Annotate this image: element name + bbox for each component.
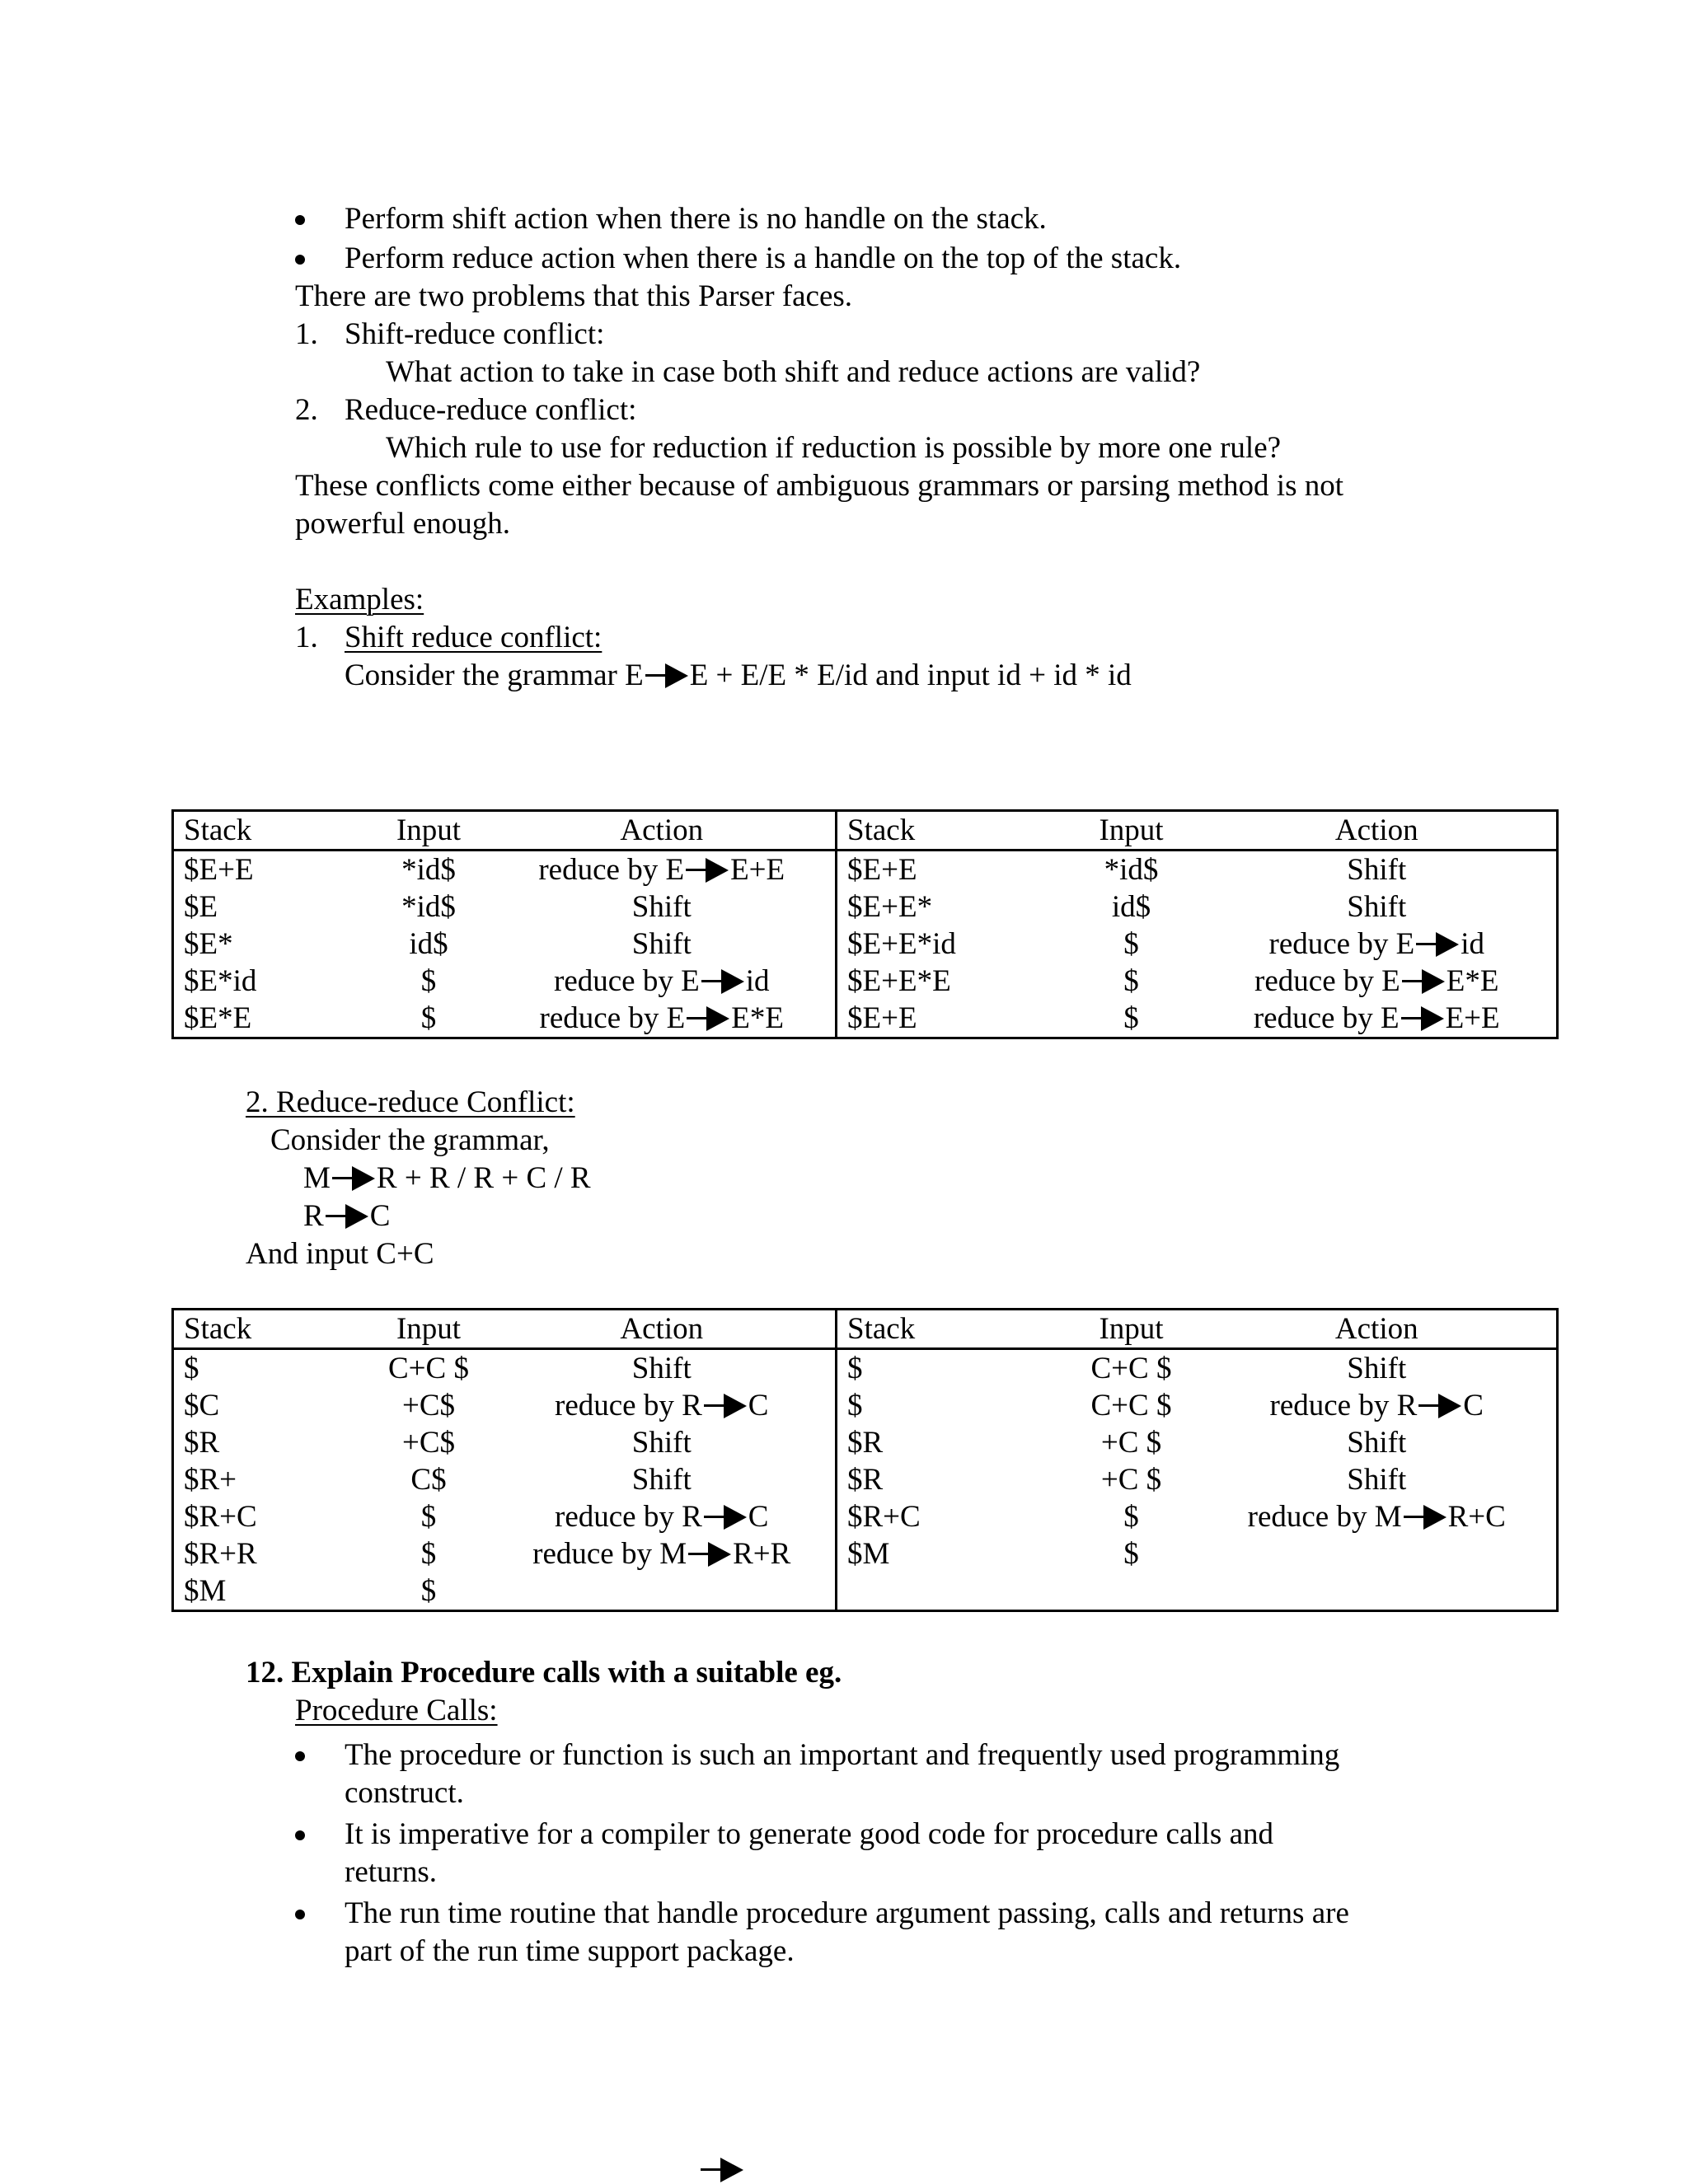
action-cell xyxy=(1198,1572,1558,1611)
problem-title: Reduce-reduce conflict: xyxy=(345,393,637,427)
column-header: Input xyxy=(1099,1312,1164,1346)
action-text: reduce by R xyxy=(555,1389,702,1422)
stack-cell: $ xyxy=(847,1352,863,1385)
grammar-line xyxy=(345,657,1132,695)
table-row xyxy=(173,1572,1558,1611)
action-production: R+C xyxy=(1447,1500,1506,1534)
action-text: Shift xyxy=(631,927,692,961)
input-cell: $ xyxy=(1123,1500,1139,1534)
table-row xyxy=(173,1387,1558,1424)
stack-cell: $R+ xyxy=(184,1463,237,1497)
stack-cell: $E+E xyxy=(847,853,917,887)
input-cell: C+C $ xyxy=(388,1352,469,1385)
section-heading: 12. Explain Procedure calls with a suitable eg. xyxy=(246,1656,842,1690)
action-cell xyxy=(489,1424,837,1461)
rule-lhs: M xyxy=(303,1161,331,1195)
bullet-text: The run time routine that handle procedure argument passing, calls and returns are xyxy=(345,1896,1349,1930)
action-production: C xyxy=(1463,1389,1484,1422)
action-cell xyxy=(489,1461,837,1498)
action-cell xyxy=(489,963,837,1000)
input-cell: $ xyxy=(420,1574,437,1608)
stack-cell: $R xyxy=(847,1426,884,1460)
action-text: Shift xyxy=(1347,890,1407,924)
stack-cell: $ xyxy=(184,1352,199,1385)
stack-cell: $M xyxy=(184,1574,227,1608)
action-production: R+R xyxy=(733,1537,791,1571)
arrow-right-icon xyxy=(1401,1006,1444,1031)
action-text: Shift xyxy=(1347,1463,1407,1497)
rule-rhs: R + R / R + C / R xyxy=(376,1161,591,1195)
stack-cell: $R+C xyxy=(184,1500,257,1534)
table-row xyxy=(173,1498,1558,1535)
action-cell xyxy=(489,888,837,926)
action-text: reduce by E xyxy=(1268,927,1415,961)
table-row xyxy=(173,1349,1558,1388)
stack-cell: $C xyxy=(184,1389,220,1422)
input-line: And input C+C xyxy=(246,1237,434,1271)
column-header: Action xyxy=(1334,813,1418,847)
table-row xyxy=(173,963,1558,1000)
problem-question: Which rule to use for reduction if reduction is possible by more one rule? xyxy=(386,431,1282,465)
action-production: C xyxy=(748,1389,769,1422)
action-cell xyxy=(1198,1535,1558,1572)
action-cell xyxy=(489,851,837,889)
stack-cell: $R xyxy=(847,1463,884,1497)
input-cell: C+C $ xyxy=(1090,1352,1172,1385)
stack-cell: $E+E xyxy=(184,853,254,887)
table-row xyxy=(173,888,1558,926)
table-header-row xyxy=(173,1310,1558,1349)
input-cell: $ xyxy=(1123,927,1139,961)
action-cell xyxy=(1198,1424,1558,1461)
grammar-rule xyxy=(303,1197,390,1235)
action-text: reduce by M xyxy=(1247,1500,1402,1534)
action-text: reduce by E xyxy=(539,1001,686,1035)
input-cell: $ xyxy=(1123,1537,1139,1571)
action-text: reduce by M xyxy=(532,1537,687,1571)
grammar-rule xyxy=(303,1160,591,1197)
stack-cell: $E* xyxy=(184,927,233,961)
arrow-right-icon xyxy=(686,858,729,883)
input-cell: $ xyxy=(1123,1001,1139,1035)
column-header: Stack xyxy=(184,1312,252,1346)
stack-cell: $E xyxy=(184,890,218,924)
input-cell: $ xyxy=(420,1537,437,1571)
problem-number: 2. xyxy=(295,393,318,427)
input-cell: *id$ xyxy=(401,853,456,887)
action-cell xyxy=(489,1000,837,1038)
example-title: Shift reduce conflict: xyxy=(345,621,603,654)
action-text: Shift xyxy=(631,1426,692,1460)
rule-rhs: C xyxy=(369,1199,391,1233)
input-cell: id$ xyxy=(409,927,448,961)
input-cell: $ xyxy=(1123,964,1139,998)
action-text: Shift xyxy=(1347,1426,1407,1460)
input-cell: C+C $ xyxy=(1090,1389,1172,1422)
table-row xyxy=(173,1000,1558,1038)
table-row xyxy=(173,851,1558,889)
arrow-right-icon xyxy=(704,1394,747,1418)
action-cell xyxy=(489,1572,837,1611)
examples-heading: Examples: xyxy=(295,583,424,616)
input-cell: *id$ xyxy=(401,890,456,924)
grammar-intro: Consider the grammar, xyxy=(270,1123,550,1157)
stack-cell: $R xyxy=(184,1426,220,1460)
column-header: Action xyxy=(489,811,837,851)
action-text: Shift xyxy=(631,890,692,924)
input-cell: +C $ xyxy=(1100,1426,1162,1460)
input-cell: $ xyxy=(420,1001,437,1035)
example-number: 1. xyxy=(295,621,318,654)
input-cell xyxy=(1066,1572,1198,1611)
stack-cell: $ xyxy=(847,1389,863,1422)
column-header: Input xyxy=(396,1312,462,1346)
table-row xyxy=(173,1535,1558,1572)
arrow-right-icon xyxy=(704,1505,747,1530)
arrow-right-icon xyxy=(701,969,744,994)
bullet-text: It is imperative for a compiler to generate good code for procedure calls and xyxy=(345,1817,1274,1851)
stack-cell: $E+E* xyxy=(847,890,933,924)
stack-cell: $M xyxy=(847,1537,890,1571)
action-production: id xyxy=(1461,927,1484,961)
table-row xyxy=(173,926,1558,963)
bullet-text-continued: part of the run time support package. xyxy=(345,1934,795,1968)
bullet-text: Perform reduce action when there is a handle on the top of the stack. xyxy=(345,241,1182,275)
table-row xyxy=(173,1461,1558,1498)
action-production: E*E xyxy=(731,1001,784,1035)
grammar-prefix: Consider the grammar E xyxy=(345,658,644,692)
action-cell xyxy=(1198,851,1558,889)
action-text: reduce by E xyxy=(554,964,700,998)
action-cell xyxy=(1198,1000,1558,1038)
stack-cell: $R+R xyxy=(184,1537,257,1571)
action-cell xyxy=(1198,1349,1558,1388)
action-cell xyxy=(1198,888,1558,926)
arrow-right-icon xyxy=(688,1542,731,1567)
conflicts-note: powerful enough. xyxy=(295,507,510,541)
action-text: Shift xyxy=(1347,1352,1407,1385)
action-cell xyxy=(1198,926,1558,963)
action-text: reduce by R xyxy=(1269,1389,1418,1422)
column-header: Stack xyxy=(847,1312,916,1346)
input-cell: +C$ xyxy=(401,1426,456,1460)
arrow-right-icon xyxy=(1404,1505,1447,1530)
arrow-right-icon xyxy=(332,1166,375,1191)
grammar-suffix: E + E/E * E/id and input id + id * id xyxy=(689,658,1132,692)
arrow-right-icon xyxy=(645,663,688,688)
example-title: 2. Reduce-reduce Conflict: xyxy=(246,1085,575,1119)
action-cell xyxy=(1198,1387,1558,1424)
action-production: E+E xyxy=(1445,1001,1500,1035)
stack-cell: $E+E*E xyxy=(847,964,951,998)
arrow-right-icon xyxy=(687,1006,729,1031)
column-header: Input xyxy=(396,813,462,847)
action-text: reduce by E xyxy=(1254,964,1400,998)
arrow-right-icon xyxy=(1418,1394,1461,1418)
problem-title: Shift-reduce conflict: xyxy=(345,317,605,351)
action-text: Shift xyxy=(631,1463,692,1497)
parse-table-shift-reduce xyxy=(171,809,1559,1039)
action-text: reduce by E xyxy=(538,853,685,887)
action-cell xyxy=(1198,1498,1558,1535)
column-header: Stack xyxy=(847,813,916,847)
action-text: Shift xyxy=(631,1352,692,1385)
column-header: Action xyxy=(489,1310,837,1349)
table-row xyxy=(173,1424,1558,1461)
section-subheading: Procedure Calls: xyxy=(295,1694,498,1727)
rule-lhs: R xyxy=(303,1199,324,1233)
bullet-text-continued: construct. xyxy=(345,1776,464,1810)
arrow-right-icon xyxy=(326,1204,368,1229)
bullet-dot xyxy=(295,1830,305,1840)
problem-number: 1. xyxy=(295,317,318,351)
action-cell xyxy=(1198,963,1558,1000)
action-cell xyxy=(1198,1461,1558,1498)
action-text: reduce by R xyxy=(555,1500,702,1534)
input-cell: +C $ xyxy=(1100,1463,1162,1497)
problem-question: What action to take in case both shift and reduce actions are valid? xyxy=(386,355,1201,389)
action-production: E*E xyxy=(1446,964,1499,998)
bullet-text: The procedure or function is such an important and frequently used programming xyxy=(345,1738,1340,1772)
input-cell: *id$ xyxy=(1104,853,1159,887)
input-cell: id$ xyxy=(1111,890,1151,924)
column-header: Stack xyxy=(184,813,252,847)
action-cell xyxy=(489,1387,837,1424)
bullet-dot xyxy=(295,215,305,225)
stack-cell: $E*E xyxy=(184,1001,252,1035)
arrow-right-icon xyxy=(1402,969,1445,994)
bullet-text-continued: returns. xyxy=(345,1855,437,1889)
input-cell: +C$ xyxy=(401,1389,456,1422)
action-cell xyxy=(489,1535,837,1572)
stack-cell: $R+C xyxy=(847,1500,921,1534)
action-text: Shift xyxy=(1347,853,1407,887)
action-cell xyxy=(489,1498,837,1535)
input-cell: $ xyxy=(420,964,437,998)
problems-intro: There are two problems that this Parser faces. xyxy=(295,279,853,313)
table-header-row xyxy=(173,811,1558,851)
action-cell xyxy=(489,1349,837,1388)
action-text: reduce by E xyxy=(1253,1001,1400,1035)
input-cell: $ xyxy=(420,1500,437,1534)
column-header: Action xyxy=(1334,1312,1418,1346)
bullet-dot xyxy=(295,255,305,265)
stack-cell xyxy=(837,1572,1066,1611)
arrow-right-icon xyxy=(1416,932,1459,957)
action-production: C xyxy=(748,1500,769,1534)
input-cell: C$ xyxy=(410,1463,447,1497)
stack-cell: $E+E*id xyxy=(847,927,956,961)
stack-cell: $E*id xyxy=(184,964,257,998)
action-production: id xyxy=(745,964,770,998)
bullet-dot xyxy=(295,1910,305,1919)
bullet-dot xyxy=(295,1751,305,1761)
action-cell xyxy=(489,926,837,963)
arrow-right-icon xyxy=(701,2158,743,2182)
conflicts-note: These conflicts come either because of ambiguous grammars or parsing method is not xyxy=(295,469,1344,503)
column-header: Input xyxy=(1099,813,1164,847)
action-production: E+E xyxy=(730,853,785,887)
bullet-text: Perform shift action when there is no handle on the stack. xyxy=(345,202,1047,236)
stack-cell: $E+E xyxy=(847,1001,917,1035)
parse-table-reduce-reduce xyxy=(171,1308,1559,1612)
